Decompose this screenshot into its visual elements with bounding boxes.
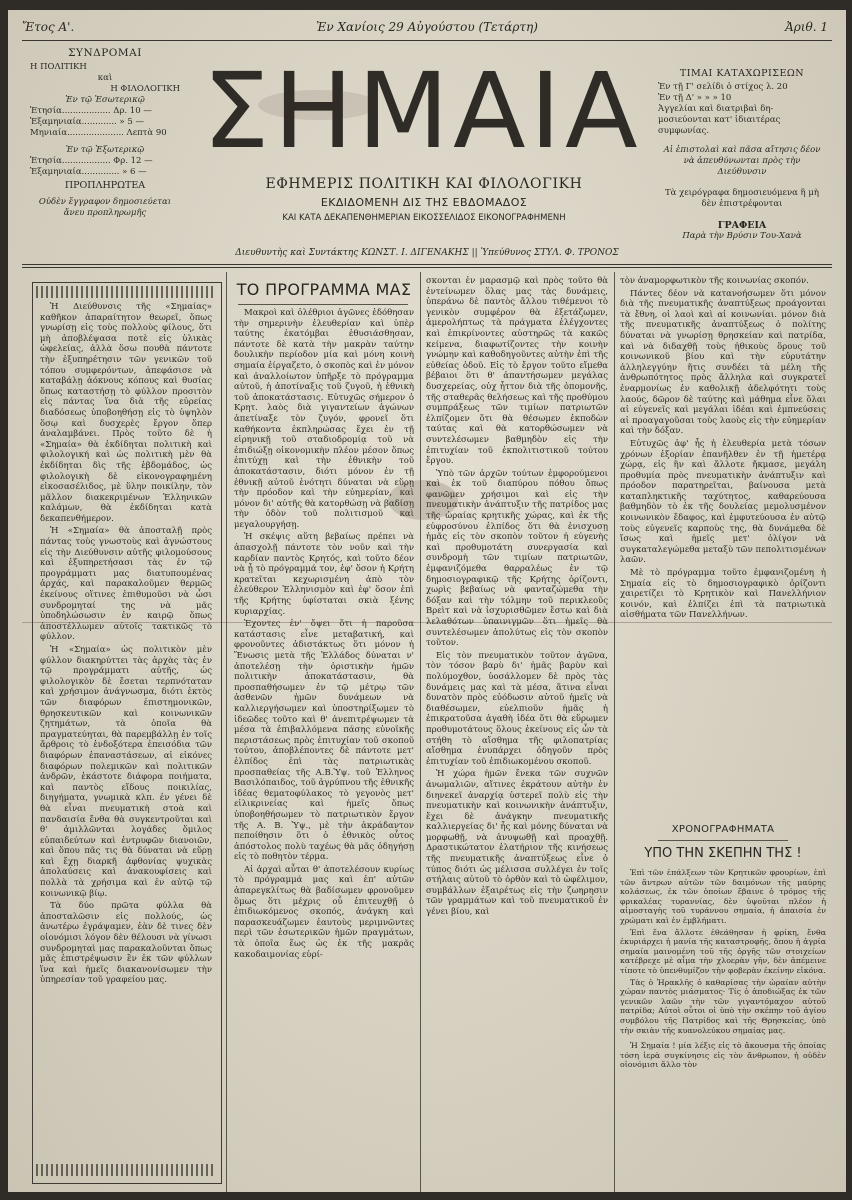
interior-rate: Μηνιαία..................... Λεπτὰ 90: [30, 128, 167, 138]
program-continued-column: [426, 276, 608, 1184]
masthead-supplement: ΚΑΙ ΚΑΤΑ ΔΕΚΑΠΕΝΘΗΜΕΡΙΑΝ ΕΙΚΟΣΣΕΛΙΔΟΣ ΕΙΚΟΝΟΓΡΑΦΗΜΕΝΗ: [282, 213, 566, 223]
chronicles-paragraph: Τὰς ὁ Ἡρακλῆς ὁ καθαρίσας τὴν ὡραίαν αὐτὴν χώραν παντὸς μιάσματος· Τίς ὁ ἀποδιώξας ἐκ τῶν γενικῶν λαῶν τὴν τῶν γιγαντόμαχον αὐτοῦ πατρίδα; Αὐτοὶ οὗτοι οἱ ὑπὸ τὴν σκέπην τοῦ ἁγίου συμβόλου τῆς Πατρίδος καὶ τῆς Θρησκείας, ὑπὸ τὴν σκιὰν τῆς κυανολεύκου σημαίας μας.: [620, 977, 826, 1035]
chronicles-paragraph: Ἡ Σημαία ! μία λέξις εἰς τὸ ἄκουσμα τῆς ὁποίας τόση ἱερὰ συγκίνησις εἰς τὸν ἄνθρωπον, ἡ οὐδὲν οἰονόμισι ἄλλο τὸν: [620, 1041, 826, 1070]
program-paragraph: Ἡ χώρα ἡμῶν ἔνεκα τῶν συχνῶν ἀνωμαλιῶν, αἵτινες ἐκράτουν αὐτὴν ἐν διηνεκεῖ ἀναρχίᾳ ὑστερεῖ πολὺ εἰς τὴν πνευματικὴν καὶ κοινωνικὴν ἀνάπτυξιν, ἔχει δὲ ἀνάγκην πνευματικῆς καλλιεργείας δι' ἧς καὶ μόνης δύναται νὰ μορφωθῇ, νὰ ἀνυψωθῇ καὶ προαχθῇ. Δραστικώτατον ἐλατήριον τῆς κινήσεως τῆς πνευματικῆς ἀναπτύξεως εἶνε ὁ τύπος διότι ὡς μέλισσα συλλέγει ἐν τοῖς στήλαις αὐτοῦ τὸ ὀρθὸν καὶ τὸ ὠφέλιμον, συμβάλλων ἐξαιρέτως εἰς τὴν ζωηρησιν τῶν γραμμάτων καὶ τοῦ πνευματικοῦ ἐν γένει βίου, καὶ: [426, 769, 608, 918]
column-divider: [226, 272, 227, 1192]
program-paragraph: Ἡ σκέψις αὕτη βεβαίως πρέπει νὰ ἀπασχολῇ πάντοτε τὸν νοῦν καὶ τὴν καρδίαν παντὸς Κρητός, καὶ τοῦτο δέον νὰ ᾖ τὸ πρόγραμμά τον, ἐφ' ὅσον ἡ Κρήτη κρατεῖται κεχωρισμένη ἀπὸ τὸν ἐλεύθερον Ἑλληνισμὸν καὶ ἐφ' ὅσον ἐπὶ τῆς Κρήτης ὑφίσταται σκιὰ ξένης κυριαρχίας.: [234, 532, 414, 617]
announcement-paragraph: Τὰ δύο πρῶτα φύλλα θὰ ἀποσταλῶσιν εἰς πολλούς, ὡς ἀνωτέρω ἐγράψαμεν, ἐὰν δὲ τινες δὲν οἰονόμισι λόγον δὲν θέλουσι νὰ γίνωσι συνδρομηταὶ μας παρακαλοῦνται ὅπως μᾶς ἐπιστρέψωσιν ἓν ἐκ τῶν φύλλων ἵνα καὶ ἡμεῖς διακανονίσωμεν τὴν ὑπηρεσίαν τοῦ γραφείου μας.: [40, 901, 212, 986]
dateline: Ἐν Χανίοις 29 Αὐγούστου (Τετάρτη): [316, 20, 538, 34]
exterior-rate: Ἐξαμηνιαία.............. » 6 —: [30, 167, 147, 177]
meander-top: [36, 286, 216, 298]
ad-rate-row: Ἐν τῇ Δ' » » » 10: [658, 93, 732, 103]
masthead-subtitle: ΕΦΗΜΕΡΙΣ ΠΟΛΙΤΙΚΗ ΚΑΙ ΦΙΛΟΛΟΓΙΚΗ: [265, 176, 583, 192]
program-paragraph: Πάντες δέον νὰ κατανοήσωμεν ὅτι μόνον διὰ τῆς πνευματικῆς ἀναπτύξεως προάγονται τὰ ἔθνη, οἱ λαοὶ καὶ αἱ κοινωνίαι. μόνον διὰ τῆς πνευματικῆς ἀναπτύξεως ὁ πολίτης δύναται νὰ γνωρίσῃ θρησκείαν καὶ πατρίδα, καὶ νὰ διδαχθῇ τοὺς ἠθικοὺς ὅρους τοῦ κοινωνικοῦ βίου καὶ τὴν εὐρυτάτην ἀλληλεγγύην ἥτις συνδέει τὰ μέλη τῆς ἀνθρωπότητος πρὸς ἄλληλα καὶ συγκρατεῖ ἐναρμονίως ἐν καθολικῇ ἀδελφότητι τοὺς λαούς, δῶρον δὲ ταύτης καὶ μάθημα εἶνε ὅλαι αἱ εὐγενεῖς καὶ μεγάλαι ἰδέαι καὶ ἐμπνεύσεις αἱ προαγαγοῦσαι τοὺς λαοὺς εἰς τὴν εὐημερίαν καὶ τὴν δόξαν.: [620, 288, 826, 437]
manuscripts-note: Τὰ χειρόγραφα δημοσιευόμενα ἢ μὴ δὲν ἐπιστρέφονται: [665, 188, 819, 209]
program-paragraph: σκονται ἐν μαρασμῷ καὶ πρὸς τοῦτο θὰ ἐντείνωμεν ὅλας μας τὰς δυνάμεις, ὑπεράνω δὲ παντὸς ἄλλου τιθέμενοι τὸ γενικὸν συμφέρον θὰ ἐξετάζωμεν, ἀμερολήπτως τὰ πράγματα ἐλέγχοντες καὶ ἐπικρίνοντες αὐστηρῶς τὰ κακῶς κείμενα, διαφωτίζοντες τὴν κοινὴν γνώμην καὶ καθοδηγοῦντες αὐτὴν ἐπὶ τῆς εὐθείας ὁδοῦ. Εἰς τὸ ἔργον τοῦτο εἴμεθα βέβαιοι ὅτι θ' ἀπαντήσωμεν μεγάλας δυσχερείας, οὐχ ἧττον διὰ τῆς ὁπομονῆς, τῆς σταθερᾶς θελήσεως καὶ τῆς προθύμου συμπράξεως τῶν τιμίων πατριωτῶν ἐλπίζομεν ὅτι θὰ θέσωμεν ἐκποδὼν ταύτας καὶ θὰ κατορθώσωμεν νὰ συντελέσωμεν βαθμηδὸν εἰς τὴν ἐπιτυχίαν τοῦ ἐκπολιτιστικοῦ τούτου ἔργου.: [426, 276, 608, 467]
chronicles-title: ΧΡΟΝΟΓΡΑΦΗΜΑΤΑ: [671, 824, 775, 835]
announcement-paragraph: Ἡ «Σημαία» ὡς πολιτικὸν μὲν φύλλον διακηρύττει τὰς ἀρχὰς τὰς ἐν τῷ προγράμματι αὐτῆς, ὡς φιλολογικὸν δὲ ἔσεται τερπνόταταν καὶ χρήσιμον ἀνάγνωσμα, διότι ἐκτὸς τῶν διαφόρων ἐπιστημονικῶν, θρησκευτικῶν καὶ κοινωνικῶν ζητημάτων, τὰ ὁποῖα θὰ πραγματεύηται, θὰ παρεμβάλλῃ ἐν τοῖς ἄρθροις τὸ ἐνδοξότερα ἐπεισόδια τῶν διαφόρων ἐπαναστάσεων, αἱ εἰκόνες διαφόρων πολεμικῶν καὶ πολιτικῶν ἀνδρῶν, ἑκάστοτε διάφορα ποιήματα, καὶ παντὸς εἴδους ποικιλίας, διηγήματα, γνωμικὰ κλπ. ἐν γένει δὲ θὰ εἶναι πνευματικὴ στοὰ καὶ πανδαισία ἔνθα θὰ συγκεντροῦται καὶ θ' ἁμιλλῶνται λογάδες ὅμιλος εὐπαιδεύτων καὶ ἐντρυφῶν διανοιῶν, καὶ ὅπου πᾶς τις θὰ δύναται νὰ εὕρῃ καὶ ἔχῃ διαρκῆ ἀφθονίας ψυχικὰς ἀπολαύσεις καὶ ἀνακουφίσεις καὶ πολλὰ τὰ χρήσιμα καὶ ἐν αὐτῷ τῷ κοινωνικῷ βίῳ.: [40, 645, 212, 899]
announcement-paragraph: Ἡ Διεύθυνσις τῆς «Σημαίας» καθῆκον ἀπαραίτητον θεωρεῖ, ὅπως γνωρίσῃ εἰς τοὺς πολλοὺς φίλους, ὅτι μὴ ἀποβλέψασα ποτὲ εἰς ὑλικὰς ὠφελείας, ἀλλὰ ὅσω πουθὰ πάντοτε τὴν ἐξυπηρέτησιν τῶν γενικῶν τοῦ τόπου συμφερόντων, ἀπεφάσισε νὰ καταβάλῃ ἀόκνους κόπους καὶ θυσίας ὅπως καταστήσῃ τὸ φύλλον προσιτὸν εἰς πάντας ἵνα διὰ τῆς εὐρείας διαδόσεως ὑποβοηθήσῃ εἰς τὸ ὑψηλὸν ὅσῳ καὶ δυσχερὲς ἔργον ὅπερ ἀναλαμβάνει. Πρὸς τοῦτο δὲ ἡ «Σημαία» θὰ ἐκδίδηται πολιτικὴ καὶ φιλολογική καὶ ὡς πολιτικὴ μὲν θὰ ἐκδίδηται δὶς τῆς ἑβδομάδος, ὡς φιλολογικὴ δὲ εἰκονογραφημένη εἰκοσασέλιδος, μὲ ὕλην ποικίλην, τὸν μᾶλλον διακεκριμένων Ἑλληνικῶν καλάμων, θὰ ἐκδίδηται κατὰ δεκαπενθήμερον.: [40, 302, 212, 524]
announcement-paragraph: Ἡ «Σημαία» θὰ ἀποσταλῇ πρὸς πάντας τοὺς γνωστοὺς καὶ ἀγνώστους εἰς τὴν Διεύθυνσιν αὐτῆς φιλομούσους καὶ ἐξυπηρετήσασι τὰς ἐν τῷ προγράμματι μας διατυπουμένας ἀρχάς, καὶ παρακαλοῦμεν θερμῶς ἐκείνους οἵτινες ἐπιθυμοῦσι νὰ ὦσι συνδρομηταί της νὰ μᾶς ὑποδηλώσωσιν ἐν καιρῷ ὅπως ἀποστέλλωμεν αὐτοῖς τακτικῶς τὸ φύλλον.: [40, 526, 212, 643]
ad-rate-row: Ἀγγελίαι καὶ διατριβαὶ δη-: [658, 104, 774, 114]
office-address: Παρὰ τὴν Βρύσιν Του-Χανὰ: [682, 231, 802, 241]
philological-label: Η ΦΙΛΟΛΟΓΙΚΗ: [110, 84, 180, 94]
ad-rates-box: [658, 68, 826, 242]
newspaper-page: [8, 10, 846, 1192]
masthead-frequency: ΕΚΔΙΔΟΜΕΝΗ ΔΙΣ ΤΗΣ ΕΒΔΟΜΑΔΟΣ: [320, 196, 528, 209]
issue-number: Ἀριθ. 1: [785, 20, 828, 34]
prepaid-label: ΠΡΟΠΛΗΡΩΤΕΑ: [64, 180, 146, 191]
chronicles-paragraph: Ἐπὶ ἕνα ἄλλοτε ἐθεάθησαν ἡ φρίκη, ἔνθα ἐκυριάρχει ἡ μανία τῆς καταστροφῆς, ὅπου ἡ ἀγρία σημαία μαινομένη τοῦ τῆς ὀργῆς τῶν στοιχείων κατέβρεχε μὲ αἷμα τὴν χλοερὰν γῆν, δὲν ἀπέμεινε τίποτε τὸ ὑπενθυμίζον τὴν φοβερὰν ἐκείνην εἰκόνα.: [620, 927, 826, 975]
chronicles-paragraph: Ἐπὶ τῶν ἐπάλξεων τῶν Κρητικῶν φρουρίων, ἐπὶ τῶν ἄντρων αὐτῶν τῶν δαιμόνων τῆς μαύρης κολάσεως, ἐκ τῶν ὁποίων ἔβαινε ὁ τρόμος τῆς φρικαλέας τυραννίας, δὲν ὑψοῦται πλέον ἡ αἱμοσταγὴς τοῦ τυράννου σημαία, ἡ ἀπαισία ἐν χρώματι καὶ ἐν ἐμβλήματι.: [620, 868, 826, 925]
ad-rate-row: συμφωνίας.: [658, 126, 710, 136]
letters-note: Αἱ ἐπιστολαὶ καὶ πᾶσα αἴτησις δέον νὰ ἀπευθύνωνται πρὸς τὴν Διεύθυνσιν: [663, 145, 821, 177]
prepaid-note: Οὐδὲν ἔγγραφον δημοσιεύεται ἄνευ προπληρωμῆς: [38, 197, 172, 218]
chronicles-subtitle: ΥΠΟ ΤΗΝ ΣΚΕΠΗΝ ΤΗΣ !: [644, 846, 802, 861]
program-title: ΤΟ ΠΡΟΓΡΑΜΜΑ ΜΑΣ: [236, 280, 412, 299]
exterior-rate: Ἐτησία.................. Φρ. 12 —: [30, 156, 153, 166]
meander-bottom: [36, 1164, 216, 1176]
paper-stain: [258, 90, 378, 120]
program-column: [234, 308, 414, 1184]
chronicles-column: [620, 868, 826, 1184]
interior-rate: Ἐξαμηνιαία............. » 5 —: [30, 117, 144, 127]
header-rule: [22, 267, 832, 268]
column-divider: [614, 272, 615, 1192]
ad-rate-row: μοσιεύονται κατ' ἰδιαιτέρας: [658, 115, 781, 125]
announcement-column: [40, 302, 212, 1160]
paper-stain: [388, 480, 458, 520]
program-paragraph: Ἐχοντες ἐν' ὄψει ὅτι ἡ παροῦσα κατάστασις εἶνε μεταβατική, καὶ φρονοῦντες ἀδιστάκτως ὅτι μόνον ἡ Ἕνωσις μετὰ τῆς Ἑλλάδος δύναται ν' ἀποτελέσῃ τὴν ὁριστικὴν ἡμῶν πολιτικὴν ἀποκατάστασιν, θὰ προσπαθήσωμεν ἐν τῷ μέτρῳ τῶν ἀσθενῶν ἡμῶν δυνάμεων νὰ καλλιεργήσωμεν καὶ ὑποστηρίξωμεν τὸ ἰδεῶδες τοῦτο καὶ θ' ἀνεπιτρέψωμεν τὰ μέσα τὰ ἐπιβαλλόμενα πάσης εὐνοϊκῆς περιστάσεως πρὸς ἐπιτυχίαν τοῦ σκοποῦ τούτου, ἀποβλέποντες δὲ πάντοτε μετ' ἐλπίδος ἐπὶ τὰς πατριωτικὰς προσπαθείας τῆς Α.Β.Ὑψ. τοῦ Ἑλληνος Βασιλόπαιδος, τοῦ ἀγρύπνου τῆς ἐθνικῆς ἰδέας θεματοφύλακος τὸ γεγονὸς μετ' εἰλικρινείας καὶ ἡμεῖς ὅπως ὑποβοηθήσωμεν τὸ πατριωτικὸν ἔργον τῆς Α. Β. Ὑψ., μὲ τὴν ἀκράδαντον πεποίθησιν ὅτι ὁ ἐθνικὸς οὗτος ἀπόστολος πολὺ ταχέως θὰ μᾶς ὁδηγήσῃ εἰς τὸ ποθητὸν τέρμα.: [234, 619, 414, 863]
program-paragraph: Μὲ τὸ πρόγραμμα τοῦτο ἐμφανιζομένη ἡ Σημαία εἰς τὸ δημοσιογραφικὸ ὁρίζοντι χαιρετίζει τὸ Κρητικὸν καὶ Πανελλήνιον κοινόν, καὶ ἐλπίζει ἐπὶ τὰ πατριωτικὰ αἰσθήματα τῶν Πανελλήνων.: [620, 568, 826, 621]
political-label: Η ΠΟΛΙΤΙΚΗ: [30, 62, 87, 72]
program-end-column: [620, 276, 826, 816]
chronicles-rule: [658, 840, 788, 841]
program-paragraph: Ὑπὸ τῶν ἀρχῶν τούτων ἐμφορούμενοι καὶ ἐκ τοῦ διαπύρου πόθου ὅπως φανῶμεν χρήσιμοι καὶ εἰς τὴν πνευματικὴν ἀνάπτυξιν τῆς πατρίδος μας τῆς ὡραίας κρητικῆς χώρας, καὶ ἐκ τῆς εὐφροσύνου ἐλπίδος ὅτι θὰ ἐνισχυσῃ ἡμᾶς εἰς τὸν σκοπὸν τοῦτον ἡ εὐγενὴς καὶ προθυμοτάτη συνεργασία καὶ συνδρομὴ τῶν τιμίων πατριωτῶν, ἐμφανιζόμεθα θαρραλέως ἐν τῷ δημοσιογραφικῷ τῆς Κρήτης ὁρίζοντι, χωρὶς βεβαίως νὰ φανταζώμεθα τὴν δόξαν καὶ τὴν τόλμην τοῦ περικλεοῦς Βρεὶτ καὶ νὰ ἰσχυρισθῶμεν ἔστω καὶ διὰ λελαθότων ὑπαινιγμῶν ὅτι ἡμεῖς θὰ συντελέσωμεν ἀπολύτως εἰς τὸν σκοπὸν τοῦτον.: [426, 468, 608, 649]
office-title: ΓΡΑΦΕΙΑ: [717, 220, 767, 231]
program-paragraph: Εἰς τὸν πνευματικὸν τοῦτον ἀγῶνα, τὸν τόσον βαρὺ δι' ἡμᾶς βαρὺν καὶ πολύμοχθον, ὑοσάλλομεν δὲ πρὸς τὰς δυνάμεις μας καὶ τὰ μέσα, ἅτινα εἶναι δυνατὸν πρὸς εὐόδωσιν αὐτοῦ ἡμεῖς νὰ διαθέσωμεν, εὐελπιοῦν ἡμᾶς ἡ ἐπικρατοῦσα ἀγαθὴ ἰδέα ὅτι θὰ εὕρωμεν προθυμοτάτους ὅλους ἐκείνους εἰς ὧν τὰ στήθη τὸ αἴσθημα τῆς φιλοπατρίας αἴσθημα ἐνυπάρχει ὁδηγοῦν πρὸς ἐπιτυχίαν τοῦ ἐπιδιωκομένου σκοποῦ.: [426, 650, 608, 767]
ad-rates-title: ΤΙΜΑΙ ΚΑΤΑΧΩΡΙΣΕΩΝ: [679, 68, 805, 79]
ad-rate-row: Ἐν τῇ Γ' σελίδι ὁ στίχος λ. 20: [658, 82, 788, 92]
masthead-title: ΣΗΜΑΙΑ: [202, 50, 642, 172]
interior-rate: Ἐτησία.................. Δρ. 10 —: [30, 106, 152, 116]
exterior-heading: Ἐν τῷ Ἐξωτερικῷ: [65, 145, 145, 155]
subscriptions-box: [30, 48, 180, 219]
interior-heading: Ἐν τῷ Ἐσωτερικῷ: [65, 95, 145, 105]
program-paragraph: Μακροὶ καὶ ὀλέθριοι ἀγῶνες ἐδόθησαν τὴν σημερινὴν ἐλευθερίαν καὶ ὑπὲρ ταύτης ἑκατόμβαι ἐθυσιάσθησαν, πάντοτε δὲ κατὰ τὴν μακρὰν ταύτην δουλικὴν περίοδον μία καὶ μόνη κοινὴ σημαία ἐίργαζετο, ὁ σκοπὸς καὶ ἐν μόνον καὶ ἀναλλοίωτον ὑπῆρξε τὸ πρόγραμμα αὐτοῦ, ἡ ἀποτίναξις τοῦ ζυγοῦ, ἡ ἐθνικὴ τοῦ ἀποκατάστασις. Εὐτυχῶς σήμερον ὁ Κρητ. λαὸς διὰ γιγαντείων ἀγώνων ἀπετίναξε τὸν ζυγόν, φρονεῖ ὅτι καθήκοντα ἐκπληρώσας ἔχει ἐν τῇ εἰρηνικῇ τοῦ σταδιοδρομίᾳ τοῦ νὰ ἐπιδιώξῃ οἰκονομικὴν πλέον μέσον ὅπως ἐπιτύχῃ καὶ τὴν ἐθνικὴν τοῦ ἀποκατάστασιν, διότι μόνον ἐν τῇ ἐθνικῇ αὐτοῦ ἑνότητι δύναται νὰ εὕρῃ τὴν πρόοδον καὶ τὴν εὐημερίαν, καὶ μόνον δι' αὐτῆς θὰ κατορθώσῃ νὰ βαδίσῃ τὴν ὁδὸν τοῦ πολιτισμοῦ καὶ μεγαλουργήσῃ.: [234, 308, 414, 530]
program-paragraph: τὸν ἀναμορφωτικὸν τῆς κοινωνίας σκοπόν.: [620, 276, 809, 286]
staff-line: Διευθυντὴς καὶ Συντάκτης ΚΩΝΣΤ. Ι. ΔΙΓΕΝΑΚΗΣ || Ὑπεύθυνος ΣΤΥΛ. Φ. ΤΡΟΝΟΣ: [235, 248, 619, 258]
year-label: Ἔτος Α'.: [22, 20, 75, 34]
paper-fold: [22, 622, 832, 623]
column-divider: [420, 272, 421, 1192]
program-paragraph: Αἱ ἀρχαὶ αὗται θ' ἀποτελέσουν κυρίως τὸ πρόγραμμά μας καὶ ἐπ' αὐτῶν ἀπαρεγκλίτως θὰ βαδίσωμεν φρονοῦμεν ὅμως ὅτι μέχρις οὗ ἐπιτευχθῇ ὁ ἐπιδιωκόμενος σκοπός, ἀνάγκη καὶ παρασκευάζωμεν ἐαυτοὺς μεριμνῶντες περὶ τῶν ἐσωτερικῶν ἡμῶν πραγμάτων, τὰ ὁποῖα ἕως ὡς ἐκ τῆς μακρᾶς κακοδαιμονίας εὑρί-: [234, 864, 414, 960]
title-rule: [238, 304, 408, 305]
and-label: καὶ: [97, 73, 113, 83]
program-paragraph: Εὐτυχῶς ἀφ' ἧς ἡ ἐλευθερία μετὰ τόσων χρόνων ἐξορίαν ἐπανῆλθεν ἐν τῇ ἡμετέρᾳ χώρᾳ, εἰς ἣν καὶ ἄλλοτε ἤκμασε, μεγάλη προθυμία πρὸς πνευματικὴν ἀνάπτυξιν καὶ πρόοδον παρατηρεῖται, βαίνουσα μετὰ καταπληκτικῆς ταχύτητος, καθαρεύουσα βαθμηδὸν τὸ ἐκ τῆς δουλείας μεμολυσμένον κοινωνικὸν ἔδαφος, καὶ ἐμφυτεύουσα ἐν αὐτῷ τοὺς εὐγενεῖς καρποὺς της, θὰ δυνάμεθα δὲ ἴσως καὶ ἡμεῖς μετ' ὀλίγον νὰ συγκαταλεγώμεθα μεταξὺ τῶν πεπολιτισμένων λαῶν.: [620, 438, 826, 566]
header-rule: [22, 264, 832, 265]
top-rule: [22, 40, 832, 41]
top-line: [22, 20, 832, 40]
subscriptions-title: ΣΥΝΔΡΟΜΑΙ: [68, 47, 142, 59]
